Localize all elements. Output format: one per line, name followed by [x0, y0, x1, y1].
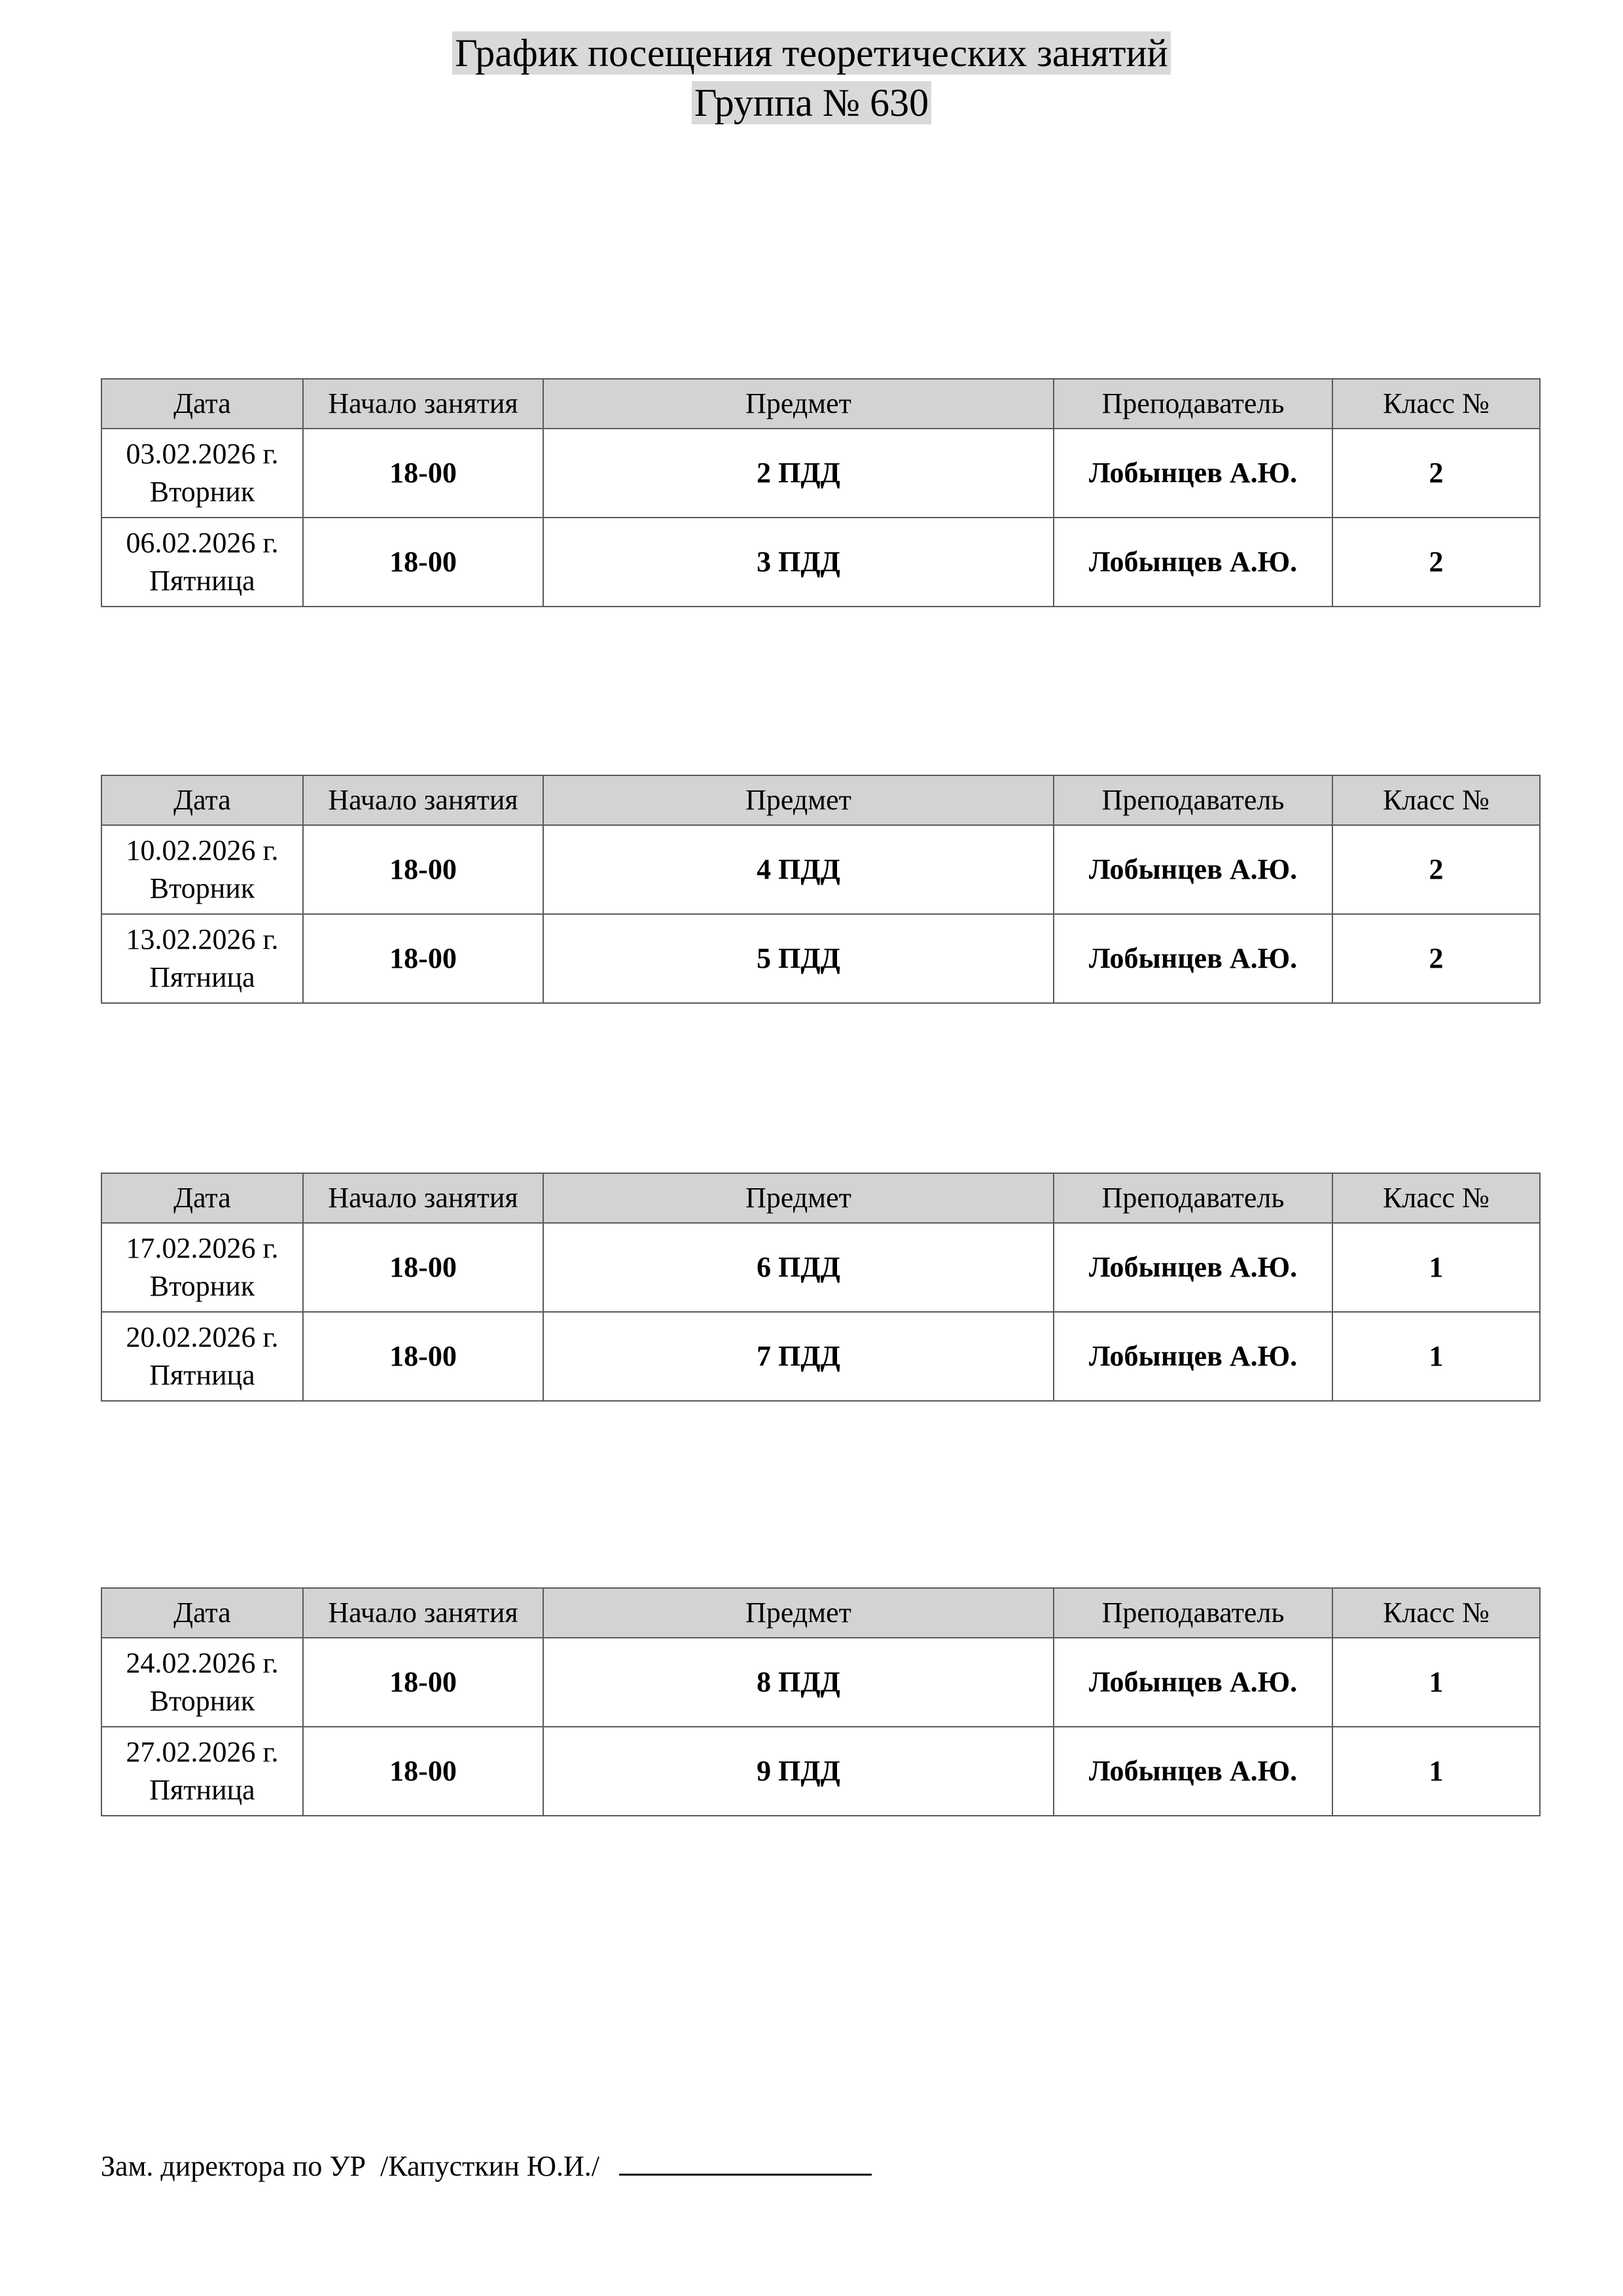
start-time-cell: 18-00 — [303, 825, 543, 914]
teacher-cell: Лобынцев А.Ю. — [1054, 1727, 1332, 1816]
start-time-cell: 18-00 — [303, 518, 543, 607]
schedule-table — [101, 775, 1541, 1004]
signature-text: Зам. директора по УР /Капусткин Ю.И./ — [101, 2150, 599, 2182]
subject-cell: 6 ПДД — [543, 1223, 1054, 1312]
table-header-row — [101, 379, 1540, 429]
start-time-cell: 18-00 — [303, 1312, 543, 1401]
column-header: Преподаватель — [1054, 379, 1332, 429]
date-cell — [101, 1312, 303, 1401]
column-header: Класс № — [1332, 379, 1540, 429]
group-title — [0, 81, 1623, 124]
teacher-cell: Лобынцев А.Ю. — [1054, 914, 1332, 1003]
subject-cell: 3 ПДД — [543, 518, 1054, 607]
date-value: 20.02.2026 г. — [126, 1321, 279, 1353]
table-header-row — [101, 775, 1540, 825]
date-cell — [101, 518, 303, 607]
group-text: Группа № 630 — [692, 81, 931, 124]
subject-cell: 2 ПДД — [543, 429, 1054, 518]
column-header: Дата — [101, 1173, 303, 1223]
table-row — [101, 1223, 1540, 1312]
room-cell: 1 — [1332, 1727, 1540, 1816]
column-header: Преподаватель — [1054, 1173, 1332, 1223]
date-value: 03.02.2026 г. — [126, 438, 279, 470]
room-cell: 2 — [1332, 825, 1540, 914]
column-header: Предмет — [543, 1588, 1054, 1638]
teacher-cell: Лобынцев А.Ю. — [1054, 1223, 1332, 1312]
column-header: Преподаватель — [1054, 775, 1332, 825]
subject-cell: 8 ПДД — [543, 1638, 1054, 1727]
column-header: Дата — [101, 379, 303, 429]
table-row — [101, 825, 1540, 914]
title-text: График посещения теоретических занятий — [452, 31, 1170, 75]
column-header: Дата — [101, 775, 303, 825]
subject-cell: 4 ПДД — [543, 825, 1054, 914]
column-header: Класс № — [1332, 1588, 1540, 1638]
weekday-value: Пятница — [149, 1359, 255, 1391]
weekday-value: Вторник — [149, 1270, 255, 1302]
weekday-value: Пятница — [149, 565, 255, 597]
start-time-cell: 18-00 — [303, 1223, 543, 1312]
start-time-cell: 18-00 — [303, 1638, 543, 1727]
table-header-row — [101, 1588, 1540, 1638]
column-header: Начало занятия — [303, 1173, 543, 1223]
date-cell — [101, 429, 303, 518]
teacher-cell: Лобынцев А.Ю. — [1054, 429, 1332, 518]
schedule-table — [101, 378, 1541, 607]
room-cell: 1 — [1332, 1312, 1540, 1401]
date-cell — [101, 825, 303, 914]
table-row — [101, 518, 1540, 607]
column-header: Предмет — [543, 1173, 1054, 1223]
weekday-value: Пятница — [149, 1774, 255, 1806]
subject-cell: 7 ПДД — [543, 1312, 1054, 1401]
column-header: Дата — [101, 1588, 303, 1638]
room-cell: 1 — [1332, 1638, 1540, 1727]
signature-footer — [101, 2147, 872, 2183]
room-cell: 2 — [1332, 914, 1540, 1003]
weekday-value: Вторник — [149, 476, 255, 508]
table-row — [101, 1638, 1540, 1727]
date-value: 10.02.2026 г. — [126, 834, 279, 866]
document-title — [0, 31, 1623, 75]
start-time-cell: 18-00 — [303, 914, 543, 1003]
date-value: 24.02.2026 г. — [126, 1647, 279, 1679]
room-cell: 2 — [1332, 429, 1540, 518]
weekday-value: Вторник — [149, 1685, 255, 1717]
subject-cell: 9 ПДД — [543, 1727, 1054, 1816]
date-cell — [101, 1727, 303, 1816]
column-header: Начало занятия — [303, 379, 543, 429]
column-header: Предмет — [543, 775, 1054, 825]
room-cell: 1 — [1332, 1223, 1540, 1312]
column-header: Предмет — [543, 379, 1054, 429]
column-header: Класс № — [1332, 775, 1540, 825]
schedule-table — [101, 1173, 1541, 1402]
weekday-value: Пятница — [149, 961, 255, 993]
column-header: Начало занятия — [303, 1588, 543, 1638]
subject-cell: 5 ПДД — [543, 914, 1054, 1003]
date-value: 17.02.2026 г. — [126, 1232, 279, 1264]
start-time-cell: 18-00 — [303, 429, 543, 518]
date-value: 13.02.2026 г. — [126, 923, 279, 955]
date-cell — [101, 1223, 303, 1312]
teacher-cell: Лобынцев А.Ю. — [1054, 825, 1332, 914]
signature-line — [619, 2147, 872, 2176]
teacher-cell: Лобынцев А.Ю. — [1054, 1638, 1332, 1727]
table-header-row — [101, 1173, 1540, 1223]
schedule-table — [101, 1587, 1541, 1816]
column-header: Преподаватель — [1054, 1588, 1332, 1638]
table-row — [101, 1727, 1540, 1816]
column-header: Начало занятия — [303, 775, 543, 825]
weekday-value: Вторник — [149, 872, 255, 904]
table-row — [101, 914, 1540, 1003]
table-row — [101, 429, 1540, 518]
teacher-cell: Лобынцев А.Ю. — [1054, 518, 1332, 607]
start-time-cell: 18-00 — [303, 1727, 543, 1816]
column-header: Класс № — [1332, 1173, 1540, 1223]
date-cell — [101, 1638, 303, 1727]
date-value: 06.02.2026 г. — [126, 527, 279, 559]
date-cell — [101, 914, 303, 1003]
room-cell: 2 — [1332, 518, 1540, 607]
table-row — [101, 1312, 1540, 1401]
teacher-cell: Лобынцев А.Ю. — [1054, 1312, 1332, 1401]
date-value: 27.02.2026 г. — [126, 1736, 279, 1768]
